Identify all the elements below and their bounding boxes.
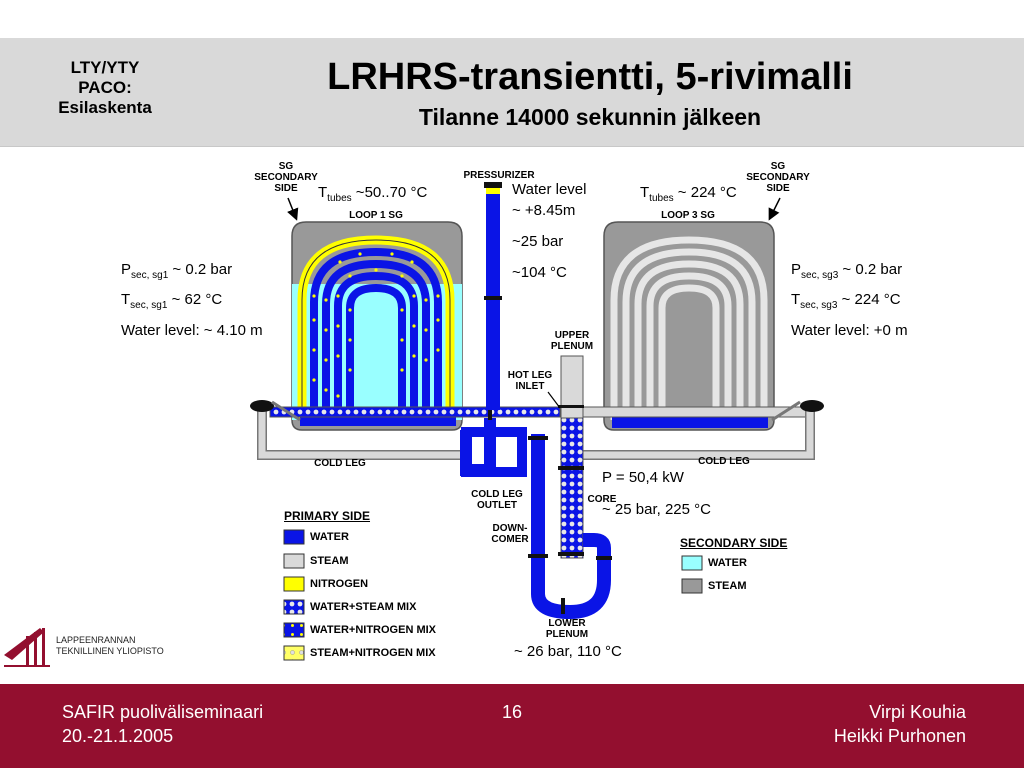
university-name xyxy=(56,635,164,657)
legend-primary-steam-nitrogen: STEAM+NITROGEN MIX xyxy=(310,647,436,659)
footer-author-2: Heikki Purhonen xyxy=(833,726,966,746)
label-downcomer: DOWN- COMER xyxy=(491,523,529,545)
label-cold-leg-outlet: COLD LEG OUTLET xyxy=(471,489,523,511)
label-upper-plenum: UPPER PLENUM xyxy=(550,330,594,352)
university-logo-icon xyxy=(4,628,50,666)
label-pressurizer: PRESSURIZER xyxy=(463,170,535,181)
p-sec-sg1-symbol: P xyxy=(121,261,132,278)
university-name-line-2: TEKNILLINEN YLIOPISTO xyxy=(56,646,164,656)
university-name-line-1: LAPPEENRANNAN xyxy=(56,635,136,645)
sg-loop3 xyxy=(604,222,774,430)
page-number: 16 xyxy=(501,702,523,722)
legend-secondary-title: SECONDARY SIDE xyxy=(680,536,788,550)
label-sg-secondary-left: SG SECONDARY SIDE xyxy=(254,161,318,194)
t-sec-sg3 xyxy=(791,291,901,311)
badge-line-3: Esilaskenta xyxy=(58,98,152,117)
pzr-level-value: ~ +8.45m xyxy=(512,202,576,219)
footer-band xyxy=(0,684,1024,768)
p-sec-sg1-value: ~ 0.2 bar xyxy=(168,261,233,278)
pzr-level: Water level xyxy=(512,181,587,198)
legend-primary-water-nitrogen: WATER+NITROGEN MIX xyxy=(310,624,436,636)
badge-line-2: PACO: xyxy=(78,78,132,97)
core-state: ~ 25 bar, 225 °C xyxy=(602,501,711,518)
t-tubes-left-symbol: T xyxy=(318,184,328,201)
label-cold-leg-right: COLD LEG xyxy=(698,456,750,467)
legend-primary-swatches xyxy=(284,530,304,660)
pzr-pressure: ~25 bar xyxy=(512,233,564,250)
core-power: P = 50,4 kW xyxy=(602,469,684,486)
label-sg-secondary-right: SG SECONDARY SIDE xyxy=(746,161,810,194)
label-hot-leg-inlet: HOT LEG INLET xyxy=(507,370,553,392)
lower-plenum-state: ~ 26 bar, 110 °C xyxy=(514,643,622,660)
page-title: LRHRS-transientti, 5-rivimalli xyxy=(327,56,853,98)
sg-loop1 xyxy=(292,222,462,430)
water-level-sg3: Water level: +0 m xyxy=(791,322,908,339)
t-tubes-right-subscript: tubes xyxy=(649,193,674,204)
p-sec-sg3-value: ~ 0.2 bar xyxy=(838,261,903,278)
t-sec-sg1-symbol: T xyxy=(121,291,131,308)
t-tubes-right-value: ~ 224 °C xyxy=(673,184,737,201)
t-sec-sg3-subscript: sec, sg3 xyxy=(800,300,838,311)
legend-primary-nitrogen: NITROGEN xyxy=(310,578,369,590)
t-tubes-right xyxy=(640,184,737,204)
label-cold-leg-left: COLD LEG xyxy=(314,458,366,469)
legend-primary-steam: STEAM xyxy=(310,555,349,567)
label-loop1: LOOP 1 SG xyxy=(349,210,403,221)
t-sec-sg1-subscript: sec, sg1 xyxy=(130,300,168,311)
pzr-temperature: ~104 °C xyxy=(512,264,567,281)
t-sec-sg1-value: ~ 62 °C xyxy=(167,291,223,308)
label-loop3: LOOP 3 SG xyxy=(661,210,715,221)
legend-primary-water-steam: WATER+STEAM MIX xyxy=(310,601,417,613)
p-sec-sg1 xyxy=(121,261,232,281)
t-tubes-left-subscript: tubes xyxy=(327,193,352,204)
label-core: CORE xyxy=(587,494,617,505)
legend-secondary-water: WATER xyxy=(708,557,747,569)
footer-event: SAFIR puoliväliseminaari xyxy=(62,702,264,722)
footer-author-1: Virpi Kouhia xyxy=(869,702,966,722)
badge-line-1: LTY/YTY xyxy=(70,58,140,77)
t-tubes-left-value: ~50..70 °C xyxy=(351,184,428,201)
t-tubes-right-symbol: T xyxy=(640,184,650,201)
t-sec-sg3-symbol: T xyxy=(791,291,801,308)
page-subtitle: Tilanne 14000 sekunnin jälkeen xyxy=(418,104,762,130)
p-sec-sg3-symbol: P xyxy=(791,261,802,278)
legend-secondary-steam: STEAM xyxy=(708,580,747,592)
p-sec-sg3-subscript: sec, sg3 xyxy=(801,270,839,281)
label-lower-plenum: LOWER PLENUM xyxy=(545,618,589,640)
t-sec-sg3-value: ~ 224 °C xyxy=(837,291,901,308)
t-sec-sg1 xyxy=(121,291,222,311)
legend-primary-title: PRIMARY SIDE xyxy=(284,509,371,523)
t-tubes-left xyxy=(318,184,427,204)
water-level-sg1: Water level: ~ 4.10 m xyxy=(121,322,263,339)
p-sec-sg3 xyxy=(791,261,902,281)
footer-date: 20.-21.1.2005 xyxy=(62,726,174,746)
legend-primary-water: WATER xyxy=(310,531,349,543)
legend-secondary-swatches xyxy=(682,556,702,593)
p-sec-sg1-subscript: sec, sg1 xyxy=(131,270,169,281)
